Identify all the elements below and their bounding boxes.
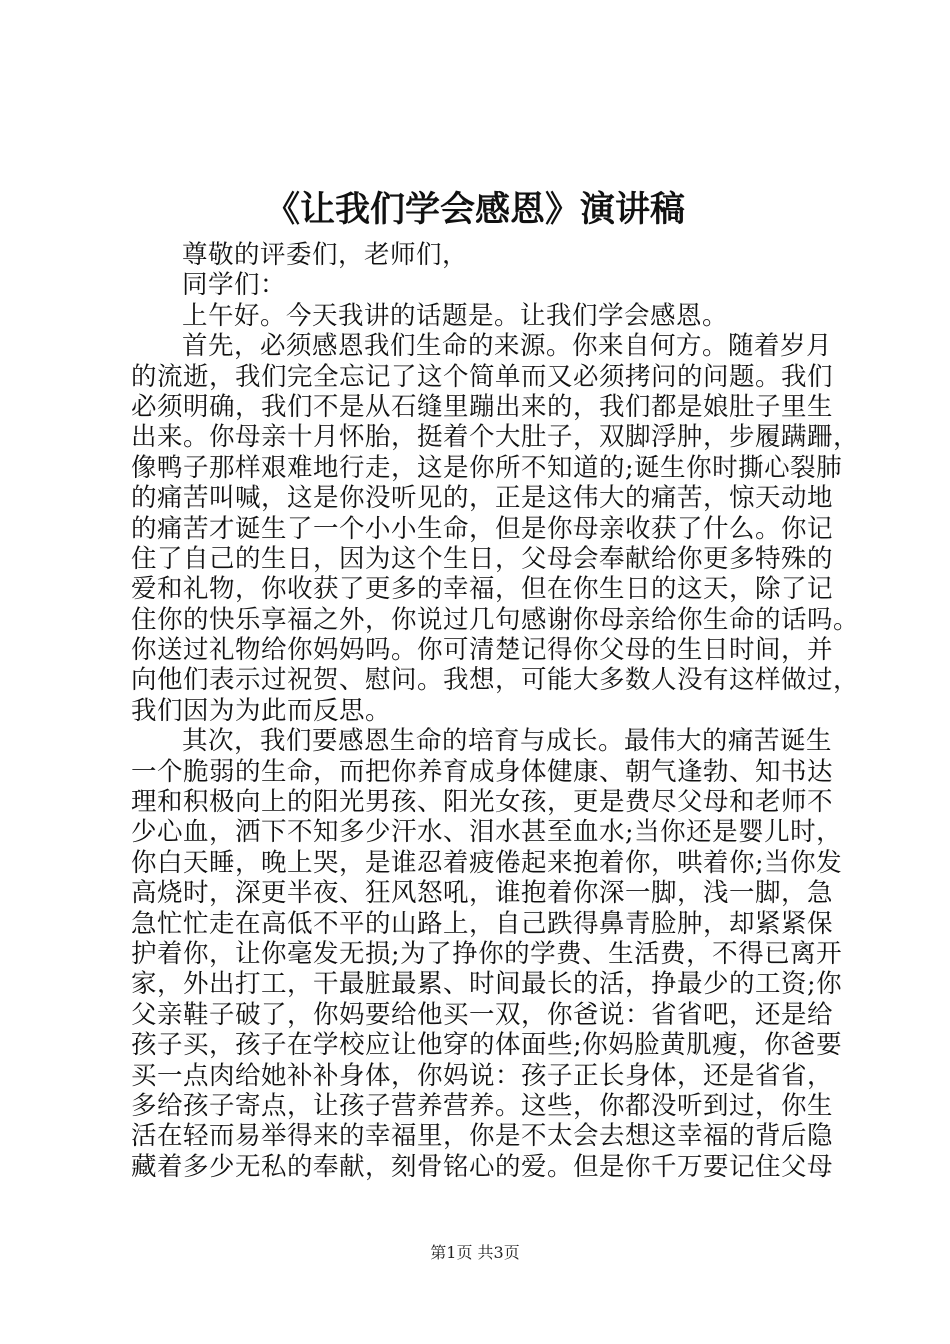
body-text-line: 你白天睡，晚上哭，是谁忍着疲倦起来抱着你，哄着你;当你发 (131, 847, 843, 878)
body-text-line: 住你的快乐享福之外，你说过几句感谢你母亲给你生命的话吗。 (131, 604, 860, 635)
body-text-line: 的痛苦叫喊，这是你没听见的，正是这伟大的痛苦，惊天动地 (131, 483, 834, 514)
body-text-line: 一个脆弱的生命，而把你养育成身体健康、朝气逢勃、知书达 (131, 756, 834, 787)
body-text-line: 像鸭子那样艰难地行走，这是你所不知道的;诞生你时撕心裂肺 (131, 452, 843, 483)
body-text-line: 我们因为为此而反思。 (131, 695, 392, 726)
document-title: 《让我们学会感恩》演讲稿 (264, 189, 685, 230)
body-text-line: 出来。你母亲十月怀胎，挺着个大肚子，双脚浮肿，步履蹒跚， (131, 422, 860, 453)
body-text-line: 父亲鞋子破了，你妈要给他买一双，你爸说：省省吧，还是给 (131, 999, 834, 1030)
body-text-line: 其次，我们要感恩生命的培育与成长。最伟大的痛苦诞生 (182, 726, 833, 757)
body-text-line: 上午好。今天我讲的话题是。让我们学会感恩。 (182, 300, 729, 331)
body-text-line: 你送过礼物给你妈妈吗。你可清楚记得你父母的生日时间，并 (131, 635, 834, 666)
body-text-line: 必须明确，我们不是从石缝里蹦出来的，我们都是娘肚子里生 (131, 391, 834, 422)
body-text-line: 爱和礼物，你收获了更多的幸福，但在你生日的这天，除了记 (131, 574, 834, 605)
body-text-line: 买一点肉给她补补身体，你妈说：孩子正长身体，还是省省， (131, 1060, 834, 1091)
body-text-line: 理和积极向上的阳光男孩、阳光女孩，更是费尽父母和老师不 (131, 787, 834, 818)
body-text-line: 同学们： (182, 270, 287, 301)
body-text-line: 藏着多少无私的奉献，刻骨铭心的爱。但是你千万要记住父母 (131, 1151, 834, 1182)
body-text-line: 多给孩子寄点，让孩子营养营养。这些，你都没听到过，你生 (131, 1090, 834, 1121)
body-text-line: 家，外出打工，干最脏最累、时间最长的活，挣最少的工资;你 (131, 969, 843, 1000)
body-text-line: 护着你，让你毫发无损;为了挣你的学费、生活费，不得已离开 (131, 938, 843, 969)
body-text-line: 活在轻而易举得来的幸福里，你是不太会去想这幸福的背后隐 (131, 1121, 834, 1152)
body-text-line: 孩子买，孩子在学校应让他穿的体面些;你妈脸黄肌瘦，你爸要 (131, 1030, 843, 1061)
body-text-line: 的痛苦才诞生了一个小小生命，但是你母亲收获了什么。你记 (131, 513, 834, 544)
body-text-line: 高烧时，深更半夜、狂风怒吼，谁抱着你深一脚，浅一脚，急 (131, 878, 834, 909)
body-text-line: 急忙忙走在高低不平的山路上，自己跌得鼻青脸肿，却紧紧保 (131, 908, 834, 939)
body-text-line: 向他们表示过祝贺、慰问。我想，可能大多数人没有这样做过， (131, 665, 860, 696)
body-text-line: 的流逝，我们完全忘记了这个简单而又必须拷问的问题。我们 (131, 361, 834, 392)
body-text-line: 尊敬的评委们，老师们， (182, 240, 469, 270)
document-body (131, 240, 860, 1182)
body-text-line: 首先，必须感恩我们生命的来源。你来自何方。随着岁月 (182, 331, 833, 362)
body-text-line: 少心血，洒下不知多少汗水、泪水甚至血水;当你还是婴儿时， (131, 817, 843, 848)
body-text-line: 住了自己的生日，因为这个生日，父母会奉献给你更多特殊的 (131, 543, 834, 574)
page-number-footer: 第1页 共3页 (430, 1243, 520, 1262)
